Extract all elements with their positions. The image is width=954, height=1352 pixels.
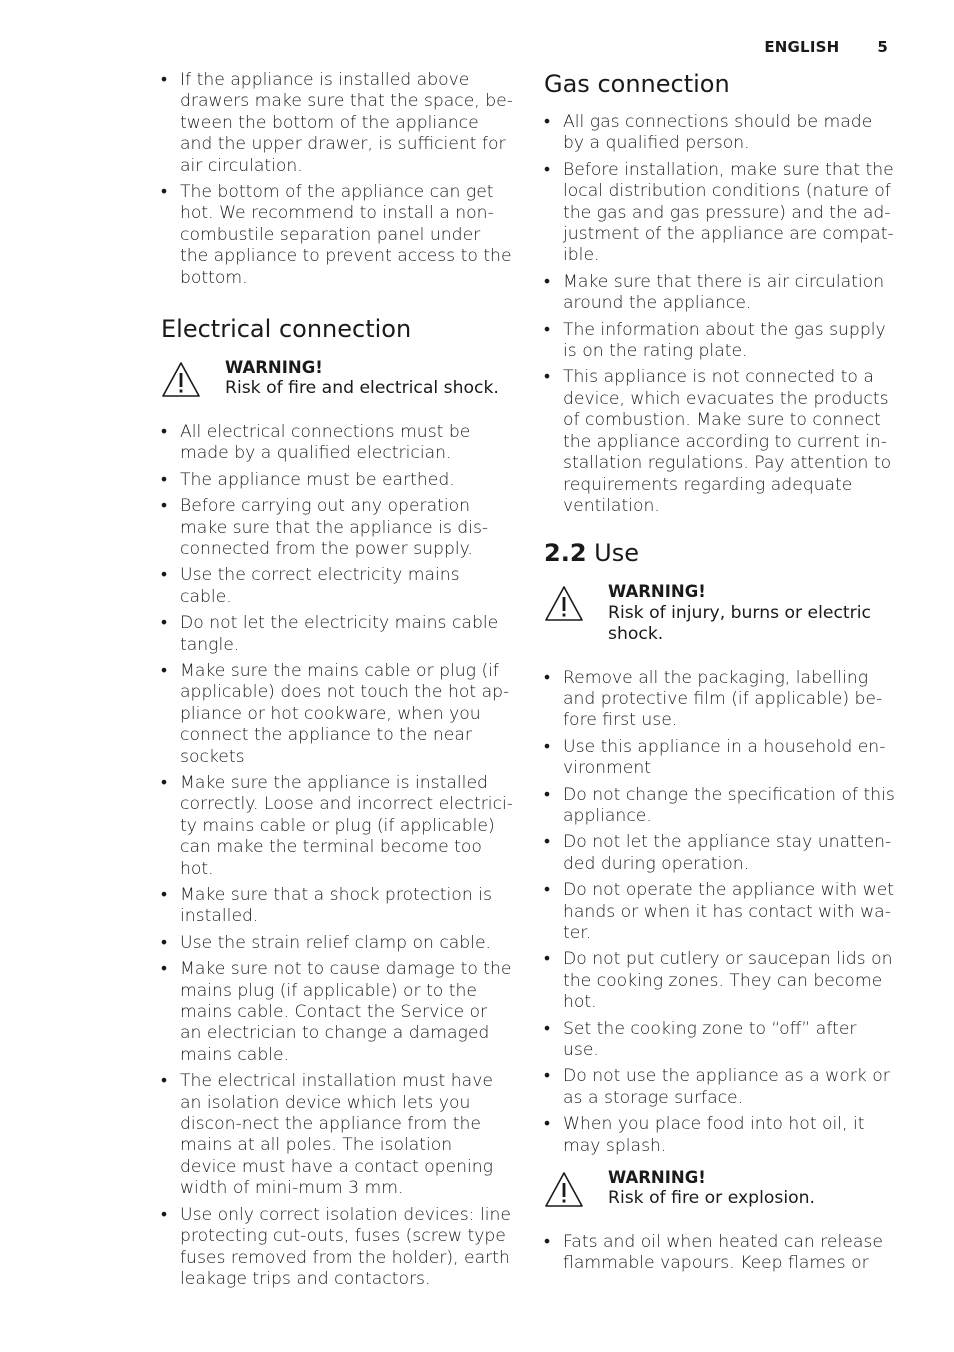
list-item: • All electrical connections must be made by a qualified electrician.: [161, 422, 513, 465]
list-item: • Use the correct electricity mains cable.: [161, 565, 513, 608]
warning-text: Risk of fire and electrical shock.: [225, 378, 499, 399]
list-item: • Make sure the mains cable or plug (if applicable) does not touch the hot ap-pliance or hot cookware, when you connect the appliance to the near sockets: [161, 661, 513, 768]
warning-triangle-icon: [544, 585, 584, 623]
list-item: • Use this appliance in a household en-vironment: [544, 737, 896, 780]
warning-title: WARNING!: [608, 1168, 706, 1188]
list-item: • When you place food into hot oil, it may splash.: [544, 1114, 896, 1157]
electrical-warning: [161, 357, 513, 400]
fire-list: [544, 1232, 896, 1275]
intro-list: [161, 70, 513, 289]
list-item: • Before installation, make sure that the local distribution conditions (nature of the gas and gas pressure) and the ad-justment of the appliance are compat-ible.: [544, 160, 896, 267]
list-item: • Before carrying out any operation make sure that the appliance is dis-connected from the power supply.: [161, 496, 513, 560]
list-item: • Fats and oil when heated can release flammable vapours. Keep flames or: [544, 1232, 896, 1275]
right-column: [544, 70, 896, 1280]
list-item: • The appliance must be earthed.: [161, 470, 513, 491]
warning-text: Risk of fire or explosion.: [608, 1188, 815, 1209]
page-header: [764, 38, 888, 56]
page-number: 5: [877, 38, 888, 56]
list-item: • Make sure that a shock protection is installed.: [161, 885, 513, 928]
section-number: 2.2: [544, 539, 587, 568]
list-item: • Use only correct isolation devices: line protecting cut-outs, fuses (screw type fuses removed from the holder), earth leakage trips and contactors.: [161, 1205, 513, 1291]
list-item: • Do not let the appliance stay unatten-ded during operation.: [544, 832, 896, 875]
warning-triangle-icon: [544, 1171, 584, 1209]
use-warning-injury: [544, 581, 896, 645]
list-item: • Do not operate the appliance with wet hands or when it has contact with wa-ter.: [544, 880, 896, 944]
left-column: [161, 70, 513, 1295]
list-item: • Do not put cutlery or saucepan lids on the cooking zones. They can become hot.: [544, 949, 896, 1013]
list-item: • This appliance is not connected to a device, which evacuates the products of combustion. Make sure to connect the appliance according to current in-stallation regulations. Pay attention to requirements regarding adequate ventilation.: [544, 367, 896, 517]
list-item: • Do not use the appliance as a work or as a storage surface.: [544, 1066, 896, 1109]
language-label: ENGLISH: [764, 38, 840, 56]
section-title: Use: [594, 539, 639, 568]
warning-triangle-icon: [161, 361, 201, 399]
electrical-connection-heading: Electrical connection: [161, 315, 412, 344]
use-heading: [544, 539, 896, 567]
list-item: • Make sure not to cause damage to the mains plug (if applicable) or to the mains cable. Contact the Service or an electrician to change a damaged mains cable.: [161, 959, 513, 1066]
list-item: • Make sure the appliance is installed correctly. Loose and incorrect electrici-ty mains cable or plug (if applicable) can make the terminal become too hot.: [161, 773, 513, 880]
list-item: • Use the strain relief clamp on cable.: [161, 933, 513, 954]
list-item: • All gas connections should be made by a qualified person.: [544, 112, 896, 155]
list-item: • Do not change the specification of this appliance.: [544, 785, 896, 828]
gas-connection-heading: Gas connection: [544, 70, 730, 98]
list-item: • Do not let the electricity mains cable tangle.: [161, 613, 513, 656]
warning-title: WARNING!: [225, 358, 323, 378]
use-warning-fire: [544, 1167, 896, 1210]
list-item: • The information about the gas supply is on the rating plate.: [544, 320, 896, 363]
warning-title: WARNING!: [608, 582, 706, 602]
use-list: [544, 668, 896, 1158]
list-item: • The electrical installation must have an isolation device which lets you discon-nect the appliance from the mains at all poles. The isolation device must have a contact opening width of mini-mum 3 mm.: [161, 1071, 513, 1199]
electrical-list: [161, 422, 513, 1290]
list-item: • If the appliance is installed above drawers make sure that the space, be-tween the bottom of the appliance and the upper drawer, is sufficient for air circulation.: [161, 70, 513, 177]
gas-list: [544, 112, 896, 517]
list-item: • Remove all the packaging, labelling and protective film (if applicable) be-fore first use.: [544, 668, 896, 732]
list-item: • Make sure that there is air circulation around the appliance.: [544, 272, 896, 315]
list-item: • Set the cooking zone to “off” after use.: [544, 1019, 896, 1062]
list-item: • The bottom of the appliance can get hot. We recommend to install a non-combustile separation panel under the appliance to prevent access to the bottom.: [161, 182, 513, 289]
warning-text: Risk of injury, burns or electric shock.: [608, 602, 871, 645]
